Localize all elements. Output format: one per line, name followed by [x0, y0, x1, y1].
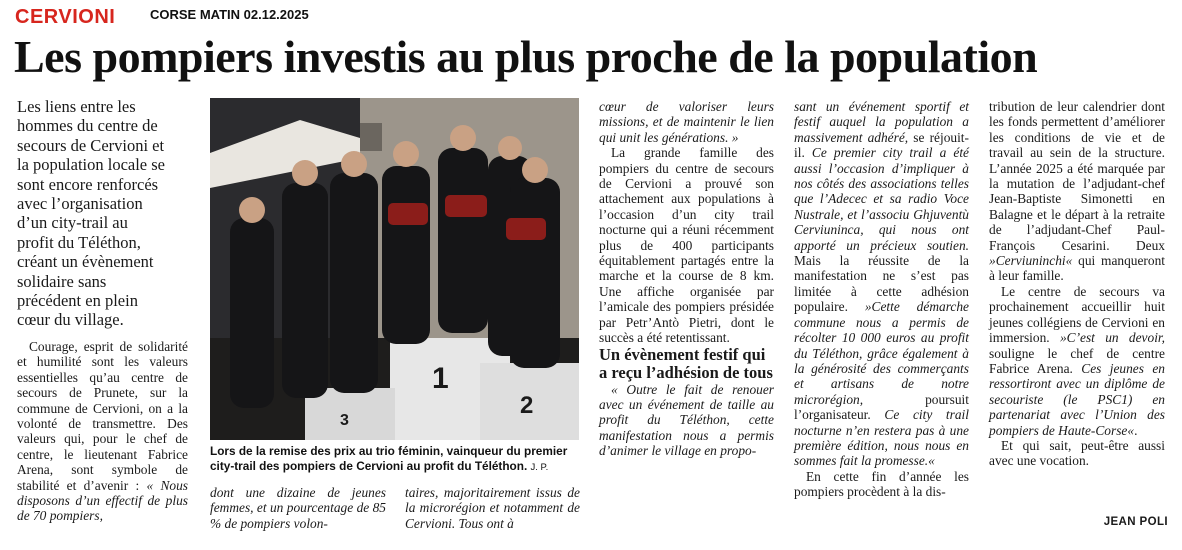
- col5-quote-d: Ce city trail nocturne n’en restera pas à une première édition, nous nous en sommes fait la promesse.«: [794, 407, 969, 469]
- col4-quote-text: cœur de valoriser leurs missions, et de maintenir le lien qui unit les générations. »: [599, 99, 774, 145]
- author-signature: JEAN POLI: [1103, 516, 1168, 528]
- col1-quote: « Nous disposons d’un effectif de plus de 70 pompiers,: [17, 477, 189, 524]
- column-2: [210, 485, 386, 531]
- col6-text-b: qui manqueront à leur famille.: [989, 253, 1165, 284]
- col5-quote-b: Ce premier city trail a été aussi l’occasion d’impliquer à nos côtés des associations telles que l’Adecec et sa radio Voce Nustrale, et l’associu Ghjuventù Cerviuninca, qui nous ont apporté un précieux soutien.: [794, 145, 969, 253]
- col5-mid-c: poursuit l’organisateur.: [794, 391, 969, 423]
- podium-third-label: 3: [340, 412, 349, 429]
- col6-quote-b: »C’est un devoir,: [1059, 330, 1165, 346]
- col6-text-d: souligne le chef de centre Fabrice Arena.: [989, 345, 1165, 376]
- column-4: [599, 99, 774, 459]
- col4-quote-2: « Outre le fait de renouer avec un événement de taille au profit du Téléthon, cette manifestation nous a permis d’animer le village en propo-: [599, 381, 774, 459]
- podium-first-label: 1: [432, 362, 449, 395]
- caption-text: Lors de la remise des prix au trio féminin, vainqueur du premier city-trail des pompiers de Cervioni au profit du Téléthon.: [210, 444, 568, 473]
- col6-para: [989, 99, 1165, 284]
- col1-text: Courage, esprit de solidarité et humilité sont les valeurs essentielles qu’au centre de secours de Prunete, sur la commune de Cervioni, on a la volonté de transmettre. Des valeurs qui, pour le chef de centre, le lieutenant Fabrice Arena, sont symbole de stabilité et d’avenir :: [17, 339, 188, 493]
- col6-text-c: Le centre de secours va prochainement accueillir huit jeunes collégiens de Cervioni en immersion.: [989, 283, 1165, 346]
- photo-credit: J. P.: [530, 461, 549, 473]
- col5-mid-a: se réjouit-il.: [794, 129, 969, 161]
- intro-text: Les liens entre les hommes du centre de secours de Cervioni et la population locale se sont encore renforcés avec l’organisation d’un city-trail au profit du Téléthon, créant un évènement solidaire sans précédent en plein cœur du village.: [17, 97, 165, 330]
- col6-para-3: Et qui sait, peut-être aussi avec une vocation.: [989, 437, 1165, 469]
- podium-second-label: 2: [520, 392, 534, 419]
- headline: Les pompiers investis au plus proche de la population: [14, 31, 1038, 82]
- col3-text: [405, 485, 580, 531]
- col5-quote-c: »Cette démarche commune nous a permis de récolter 10 000 euros au profit du Téléthon, grâce également à la générosité des commerçants et artisans de notre microrégion,: [794, 299, 969, 407]
- col2-quote: dont une dizaine de jeunes femmes, et un pourcentage de 85 % de pompiers volon-: [210, 485, 386, 531]
- col6-quote-a: »Cerviuninchi«: [989, 253, 1073, 269]
- col6-text-e: .: [1134, 422, 1138, 438]
- column-5: [794, 99, 969, 500]
- section-label: CERVIONI: [15, 6, 116, 28]
- col6-text-a: tribution de leur calendrier dont les fonds permettent d’améliorer les conditions de vie et de travail au sein de la structure. L’année 2025 a été marquée par la mutation de l’adjudant-chef Jean-Baptiste Simonetti en Balagne et le départ à la retraite de l’adjudant-Chef Paul-François Cesarini. Deux: [989, 99, 1165, 253]
- col3-quote: taires, majoritairement issus de la microrégion et notamment de Cervioni. Tous ont à: [405, 485, 580, 531]
- column-6: [989, 99, 1165, 469]
- column-1-para: [17, 339, 188, 524]
- subheading: Un évènement festif qui a reçu l’adhésion de tous: [599, 344, 773, 382]
- col5-para-2: En cette fin d’année les pompiers procèdent à la dis-: [794, 468, 969, 500]
- intro-column: [17, 97, 167, 330]
- col5-mid-b: Mais la réussite de la manifestation ne s’est pas limitée à cette adhésion populaire.: [794, 253, 969, 315]
- source-dateline: CORSE MATIN 02.12.2025: [150, 7, 309, 22]
- col6-quote-c: Ces jeunes en ressortiront avec un diplôme de secouriste (le PSC1) en partenariat avec l’Union des pompiers de Haute-Corse«: [989, 360, 1165, 438]
- col4-para: La grande famille des pompiers du centre de secours de Cervioni a prouvé son attachement aux populations à l’occasion d’un city trail nocturne qui a réuni récemment plus de 400 participants équitablement partagés entre la marche et la course de 8 km. Une affiche organisée par l’amicale des pompiers présidée par Petr’Antò Pietri, dont le succès a été retentissant.: [599, 145, 774, 346]
- col5-quote-a: sant un événement sportif et festif auquel la population a massivement adhéré,: [794, 99, 969, 145]
- col2-text: [210, 485, 386, 531]
- column-3: [405, 485, 580, 531]
- col5-para: [794, 99, 969, 469]
- podium-photo: [210, 98, 579, 440]
- col6-para-2: [989, 284, 1165, 438]
- col4-quote-end: [599, 99, 774, 145]
- photo-caption: [210, 444, 579, 475]
- col4-para-2: [599, 382, 774, 459]
- photo-illustration: [210, 98, 579, 440]
- column-1: [17, 339, 188, 524]
